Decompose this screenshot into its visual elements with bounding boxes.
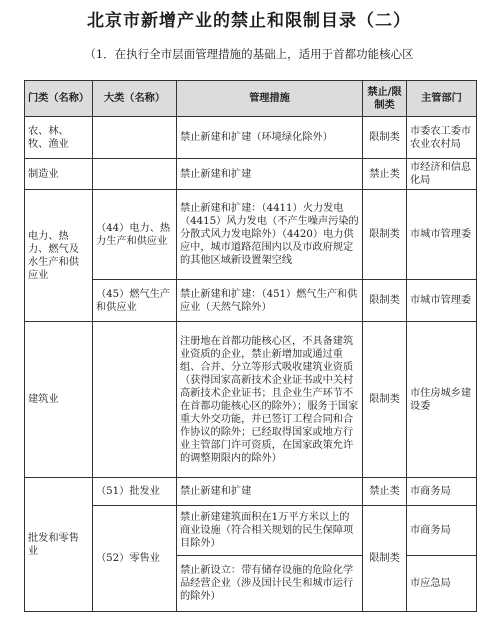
table-row [25, 117, 477, 159]
cell-measures: 禁止新建建筑面积在1万平方米以上的商业设施（符合相关规划的民生保障项目除外） [177, 506, 363, 556]
header-category: 门类（名称） [25, 81, 93, 117]
cell-measures: 禁止新设立：带有储存设施的危险化学品经营企业（涉及国计民生和城市运行的除外） [177, 556, 363, 612]
table-row [25, 478, 477, 506]
cell-major-empty [93, 322, 177, 478]
cell-type: 限制类 [363, 322, 407, 478]
cell-type: 限制类 [363, 280, 407, 322]
cell-measures: 禁止新建和扩建：（4411）火力发电（4415）风力发电（不产生噪声污染的分散式风力发电除外）（4420）电力供应中，城市道路范围内以及市政府规定的其他区域新设置架空线 [177, 190, 363, 280]
cell-major: （44）电力、热力生产和供应业 [93, 190, 177, 280]
cell-dept: 市委农工委市农业农村局 [407, 117, 477, 159]
cell-dept: 市城市管理委 [407, 280, 477, 322]
cell-type: 限制类 [363, 190, 407, 280]
cell-major: （51）批发业 [93, 478, 177, 506]
document-subtitle: （1．在执行全市层面管理措施的基础上，适用于首都功能核心区 [84, 47, 414, 61]
cell-type: 限制类 [363, 117, 407, 159]
header-major: 大类（名称） [93, 81, 177, 117]
industry-catalog-table [24, 80, 477, 612]
cell-type: 禁止类 [363, 159, 407, 190]
table-row [25, 280, 477, 322]
cell-major-empty [93, 159, 177, 190]
cell-major: （45）燃气生产和供应业 [93, 280, 177, 322]
cell-category: 农、林、牧、渔业 [25, 117, 93, 159]
cell-measures: 禁止新建和扩建 [177, 159, 363, 190]
cell-measures: 禁止新建和扩建 [177, 478, 363, 506]
cell-measures: 禁止新建和扩建（环境绿化除外） [177, 117, 363, 159]
header-dept: 主管部门 [407, 81, 477, 117]
cell-dept: 市经济和信息化局 [407, 159, 477, 190]
table-row [25, 159, 477, 190]
header-type: 禁止/限制类 [363, 81, 407, 117]
cell-dept: 市商务局 [407, 506, 477, 556]
cell-category: 建筑业 [25, 322, 93, 478]
cell-type: 禁止类 [363, 478, 407, 506]
cell-measures: 注册地在首都功能核心区，不具备建筑业资质的企业，禁止新增加或通过重组、合并、分立等形式吸收建筑业资质（获得国家高新技术企业证书或中关村高新技术企业证书；且企业生产环节不在首都功能核心区的除外）；服务于国家重大外交功能，并已签订工程合同和合作协议的除外；已经取得国家或地方行业主管部门许可资质，在国家政策允许的调整期限内的除外） [177, 322, 363, 478]
document-title: 北京市新增产业的禁止和限制目录（二） [87, 11, 411, 31]
cell-measures: 禁止新建和扩建：（451）燃气生产和供应业（天然气除外） [177, 280, 363, 322]
table-row [25, 506, 477, 556]
cell-type: 限制类 [363, 506, 407, 612]
table-header-row [25, 81, 477, 117]
header-measures: 管理措施 [177, 81, 363, 117]
cell-category: 制造业 [25, 159, 93, 190]
cell-dept: 市城市管理委 [407, 190, 477, 280]
cell-dept: 市商务局 [407, 478, 477, 506]
cell-category: 电力、热力、燃气及水生产和供应业 [25, 190, 93, 322]
cell-major: （52）零售业 [93, 506, 177, 612]
cell-category: 批发和零售业 [25, 478, 93, 612]
cell-major-empty [93, 117, 177, 159]
table-row [25, 322, 477, 478]
cell-dept: 市应急局 [407, 556, 477, 612]
table-row [25, 190, 477, 280]
cell-dept: 市住房城乡建设委 [407, 322, 477, 478]
